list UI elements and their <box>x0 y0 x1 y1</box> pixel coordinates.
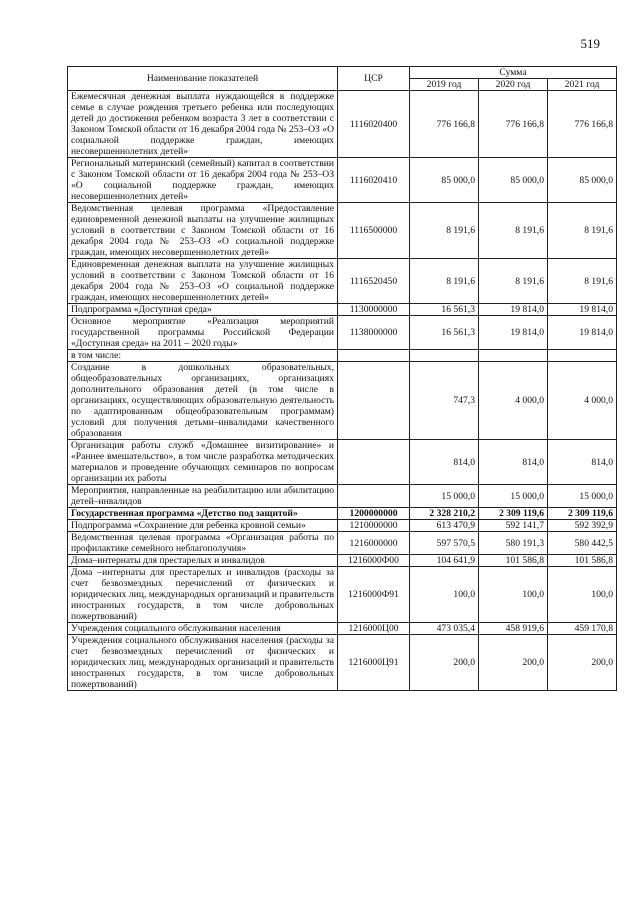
table-row <box>68 304 617 316</box>
row-value-2019: 200,0 <box>410 635 479 691</box>
row-value-2020: 776 166,8 <box>479 91 548 158</box>
row-value-2019: 814,0 <box>410 440 479 485</box>
row-csr-cell: 1200000000 <box>338 508 410 520</box>
row-value-2019: 100,0 <box>410 567 479 623</box>
row-value-2019: 16 561,3 <box>410 304 479 316</box>
row-name-cell: Ведомственная целевая программа «Организация работы по профилактике семейного неблагополучия» <box>68 532 338 555</box>
row-value-2021: 2 309 119,6 <box>548 508 617 520</box>
row-value-2020: 85 000,0 <box>479 158 548 203</box>
row-name-cell: Основное мероприятие «Реализация мероприятий государственной программы Российской Федерации «Доступная среда» на 2011 – 2020 годы» <box>68 316 338 350</box>
row-csr-cell: 1216000Ц91 <box>338 635 410 691</box>
row-value-2019: 85 000,0 <box>410 158 479 203</box>
header-name: Наименование показателей <box>68 67 338 91</box>
row-value-2021: 776 166,8 <box>548 91 617 158</box>
row-name-cell: Государственная программа «Детство под защитой» <box>68 508 338 520</box>
table-row <box>68 440 617 485</box>
table-row <box>68 316 617 350</box>
row-name-cell: Ежемесячная денежная выплата нуждающейся в поддержке семье в случае рождения третьего ребенка или последующих детей до достижения ребенком возраста 3 лет в соответствии с Законом Томской области от 16 декабря 2004 года № 253–ОЗ «О социальной поддержке граждан, имеющих несовершеннолетних детей» <box>68 91 338 158</box>
header-csr: ЦСР <box>338 67 410 91</box>
table-row <box>68 520 617 532</box>
row-value-2020: 4 000,0 <box>479 362 548 440</box>
table-row <box>68 532 617 555</box>
row-csr-cell <box>338 362 410 440</box>
table-row <box>68 567 617 623</box>
row-value-2019 <box>410 350 479 362</box>
row-value-2021: 459 170,8 <box>548 623 617 635</box>
row-csr-cell <box>338 440 410 485</box>
row-value-2020: 592 141,7 <box>479 520 548 532</box>
row-value-2020: 458 919,6 <box>479 623 548 635</box>
header-year-2021: 2021 год <box>548 79 617 91</box>
row-value-2021: 580 442,5 <box>548 532 617 555</box>
table-row <box>68 350 617 362</box>
row-value-2019: 104 641,9 <box>410 555 479 567</box>
header-sum: Сумма <box>410 67 617 79</box>
table-body <box>68 91 617 691</box>
row-csr-cell: 1216000Ф91 <box>338 567 410 623</box>
row-value-2020 <box>479 350 548 362</box>
row-value-2021: 100,0 <box>548 567 617 623</box>
table-row <box>68 635 617 691</box>
row-name-cell: Организация работы служб «Домашнее визитирование» и «Раннее вмешательство», в том числе разработка методических материалов и проведение обучающих семинаров по вопросам организации их работы <box>68 440 338 485</box>
row-value-2020: 100,0 <box>479 567 548 623</box>
table-row <box>68 623 617 635</box>
row-value-2019: 8 191,6 <box>410 203 479 259</box>
row-name-cell: Учреждения социального обслуживания населения (расходы за счет безвозмездных перечислений от физических и юридических лиц, международных организаций и правительств иностранных государств, в том числе добровольных пожертвований) <box>68 635 338 691</box>
row-value-2020: 15 000,0 <box>479 485 548 508</box>
row-value-2021 <box>548 350 617 362</box>
row-value-2021: 19 814,0 <box>548 304 617 316</box>
row-csr-cell: 1116020410 <box>338 158 410 203</box>
row-name-cell: Подпрограмма «Доступная среда» <box>68 304 338 316</box>
row-name-cell: Региональный материнский (семейный) капитал в соответствии с Законом Томской области от 16 декабря 2004 года № 253–ОЗ «О социальной поддержке граждан, имеющих несовершеннолетних детей» <box>68 158 338 203</box>
budget-table <box>67 66 617 691</box>
row-value-2019: 613 470,9 <box>410 520 479 532</box>
row-value-2019: 8 191,6 <box>410 259 479 304</box>
table-row <box>68 508 617 520</box>
row-value-2019: 473 035,4 <box>410 623 479 635</box>
row-name-cell: Единовременная денежная выплата на улучшение жилищных условий в соответствии с Законом Томской области от 16 декабря 2004 года № 253–ОЗ «О социальной поддержке граждан, имеющих несовершеннолетних детей» <box>68 259 338 304</box>
row-value-2021: 4 000,0 <box>548 362 617 440</box>
row-value-2021: 85 000,0 <box>548 158 617 203</box>
row-csr-cell: 1130000000 <box>338 304 410 316</box>
row-name-cell: Учреждения социального обслуживания населения <box>68 623 338 635</box>
row-csr-cell: 1116500000 <box>338 203 410 259</box>
row-csr-cell: 1116520450 <box>338 259 410 304</box>
table-row <box>68 158 617 203</box>
row-value-2020: 19 814,0 <box>479 316 548 350</box>
row-csr-cell: 1216000000 <box>338 532 410 555</box>
row-name-cell: Дома–интернаты для престарелых и инвалидов <box>68 555 338 567</box>
table-row <box>68 362 617 440</box>
row-value-2021: 15 000,0 <box>548 485 617 508</box>
row-value-2021: 101 586,8 <box>548 555 617 567</box>
row-csr-cell: 1216000Ц00 <box>338 623 410 635</box>
row-value-2020: 8 191,6 <box>479 203 548 259</box>
table-row <box>68 259 617 304</box>
row-value-2020: 101 586,8 <box>479 555 548 567</box>
row-value-2021: 200,0 <box>548 635 617 691</box>
row-csr-cell: 1116020400 <box>338 91 410 158</box>
row-name-cell: Дома –интернаты для престарелых и инвалидов (расходы за счет безвозмездных перечислений от физических и юридических лиц, международных организаций и правительств иностранных государств, в том числе добровольных пожертвований) <box>68 567 338 623</box>
row-name-cell: Мероприятия, направленные на реабилитацию или абилитацию детей–инвалидов <box>68 485 338 508</box>
header-year-2019: 2019 год <box>410 79 479 91</box>
row-csr-cell: 1210000000 <box>338 520 410 532</box>
table-row <box>68 91 617 158</box>
row-name-cell: Подпрограмма «Сохранение для ребенка кровной семьи» <box>68 520 338 532</box>
row-value-2021: 8 191,6 <box>548 259 617 304</box>
row-csr-cell: 1138000000 <box>338 316 410 350</box>
row-value-2020: 580 191,3 <box>479 532 548 555</box>
row-value-2020: 200,0 <box>479 635 548 691</box>
page-number: 519 <box>580 36 600 51</box>
header-year-2020: 2020 год <box>479 79 548 91</box>
row-value-2019: 16 561,3 <box>410 316 479 350</box>
row-csr-cell <box>338 350 410 362</box>
row-value-2021: 592 392,9 <box>548 520 617 532</box>
row-value-2020: 814,0 <box>479 440 548 485</box>
table-row <box>68 485 617 508</box>
row-value-2020: 19 814,0 <box>479 304 548 316</box>
row-value-2021: 814,0 <box>548 440 617 485</box>
row-csr-cell: 1216000Ф00 <box>338 555 410 567</box>
table-row <box>68 555 617 567</box>
table-header <box>68 67 617 91</box>
row-value-2021: 19 814,0 <box>548 316 617 350</box>
row-value-2020: 2 309 119,6 <box>479 508 548 520</box>
table-row <box>68 203 617 259</box>
row-value-2021: 8 191,6 <box>548 203 617 259</box>
row-value-2020: 8 191,6 <box>479 259 548 304</box>
row-name-cell: Ведомственная целевая программа «Предоставление единовременной денежной выплаты на улучшение жилищных условий в соответствии с Законом Томской области от 16 декабря 2004 года № 253–ОЗ «О социальной поддержке граждан, имеющих несовершеннолетних детей» <box>68 203 338 259</box>
row-csr-cell <box>338 485 410 508</box>
row-value-2019: 597 570,5 <box>410 532 479 555</box>
row-value-2019: 15 000,0 <box>410 485 479 508</box>
row-name-cell: в том числе: <box>68 350 338 362</box>
row-value-2019: 2 328 210,2 <box>410 508 479 520</box>
row-name-cell: Создание в дошкольных образовательных, общеобразовательных организациях, организациях дополнительного образования детей (в том числе в организациях, осуществляющих образовательную деятельность по адаптированным общеобразовательным программам) условий для получения детьми–инвалидами качественного образования <box>68 362 338 440</box>
row-value-2019: 776 166,8 <box>410 91 479 158</box>
row-value-2019: 747,3 <box>410 362 479 440</box>
